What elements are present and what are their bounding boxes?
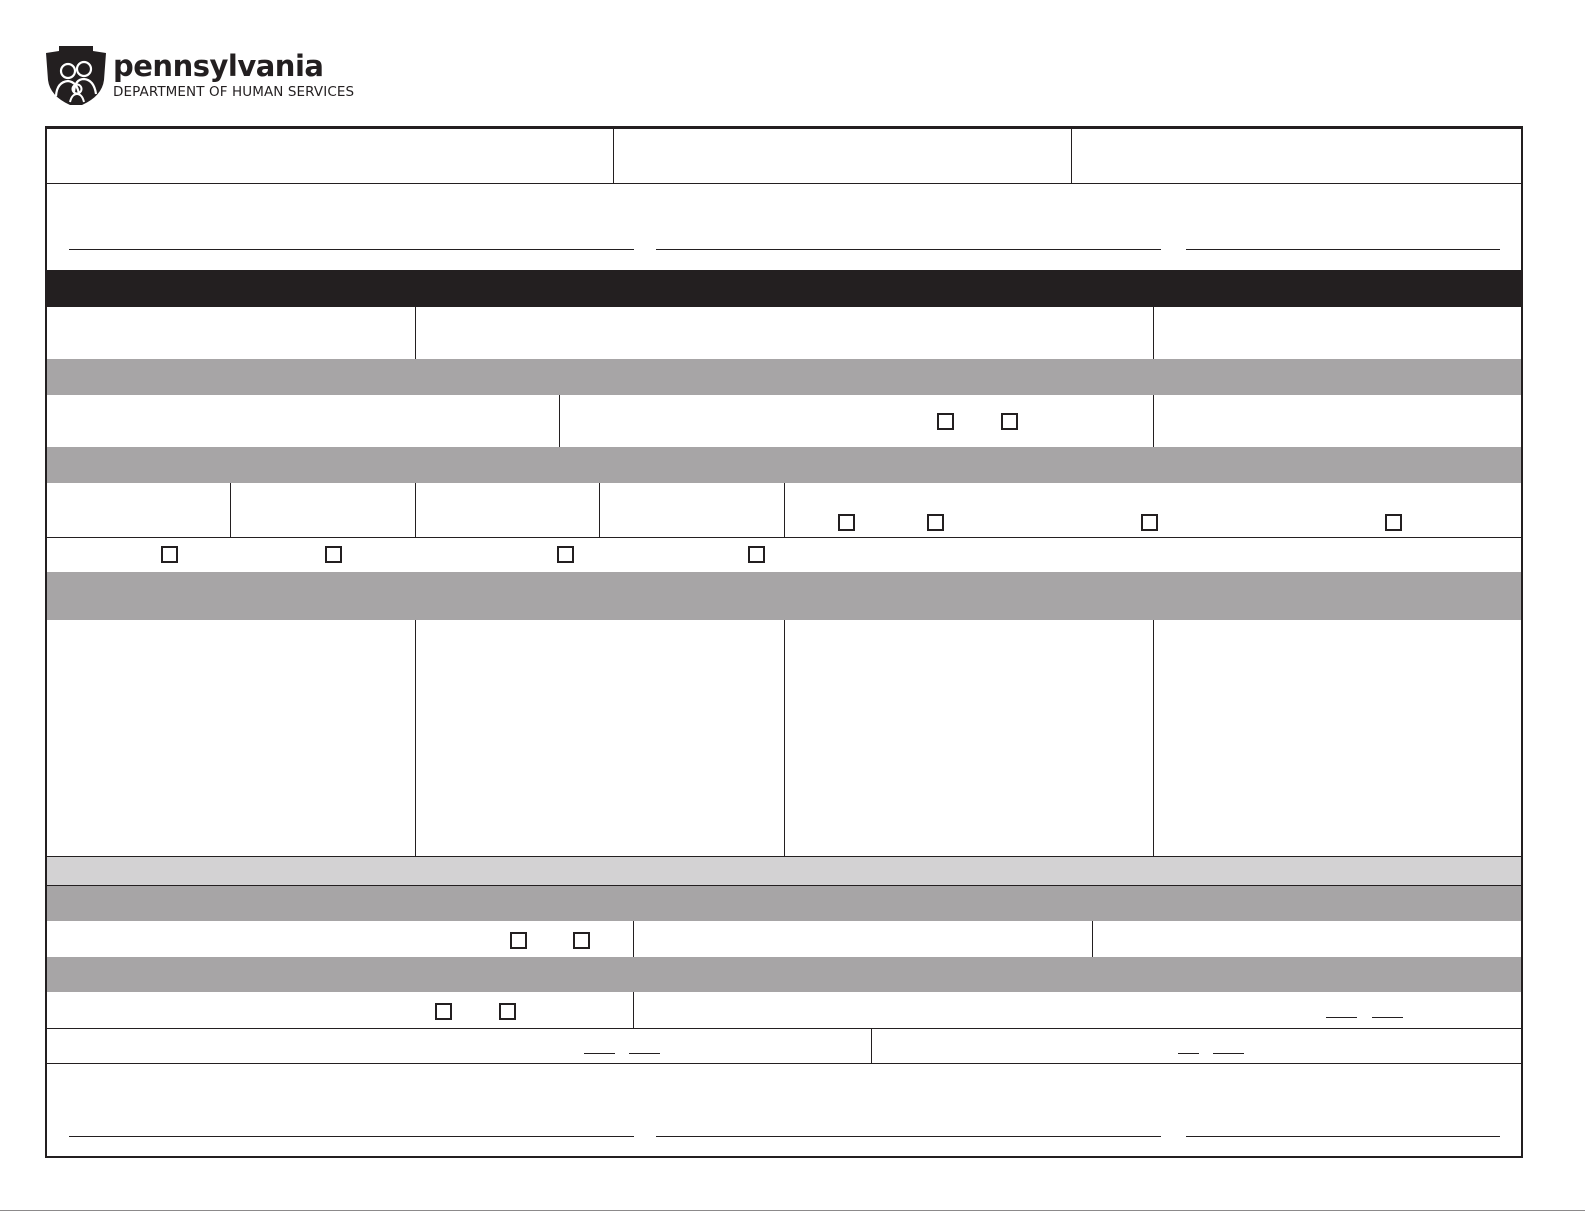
keystone-family-logo-icon xyxy=(44,44,108,106)
checkbox-row-5b[interactable] xyxy=(325,546,342,563)
signature-line-2[interactable] xyxy=(656,249,1161,250)
text-area-1[interactable] xyxy=(47,620,415,856)
checkbox-row-5a[interactable] xyxy=(161,546,178,563)
brand-name: pennsylvania xyxy=(113,49,324,83)
header-field-1[interactable] xyxy=(47,129,613,183)
footer-rule xyxy=(0,1210,1585,1211)
section-header-gray-2 xyxy=(47,447,1521,483)
text-area-2[interactable] xyxy=(416,620,784,856)
field-row9-2[interactable] xyxy=(634,992,1521,1028)
checkbox-row-9a[interactable] xyxy=(435,1003,452,1020)
date-blank-row10-b xyxy=(629,1053,660,1054)
checkbox-row-3a[interactable] xyxy=(937,413,954,430)
signature-line-3[interactable] xyxy=(1186,249,1500,250)
field-row3-1[interactable] xyxy=(47,307,415,359)
checkbox-row-8a[interactable] xyxy=(510,932,527,949)
section-band-light xyxy=(47,857,1521,885)
bottom-signature-line-3[interactable] xyxy=(1186,1136,1500,1137)
section-header-gray-5 xyxy=(47,957,1521,992)
section-header-gray-4 xyxy=(47,886,1521,921)
field-row5-3[interactable] xyxy=(416,483,599,537)
text-area-4[interactable] xyxy=(1154,620,1521,856)
field-row10-1[interactable] xyxy=(47,1028,871,1063)
date-blank-row9-a xyxy=(1326,1017,1357,1018)
checkbox-row-5c[interactable] xyxy=(557,546,574,563)
checkbox-row-4d[interactable] xyxy=(1385,514,1402,531)
field-row8-3[interactable] xyxy=(1093,921,1521,957)
checkbox-row-5d[interactable] xyxy=(748,546,765,563)
field-row5-4[interactable] xyxy=(600,483,784,537)
section-header-gray-1 xyxy=(47,359,1521,395)
department-name: DEPARTMENT OF HUMAN SERVICES xyxy=(113,84,355,100)
date-blank-row9-b xyxy=(1372,1017,1403,1018)
field-row10-2[interactable] xyxy=(872,1028,1521,1063)
row4-divider-1 xyxy=(559,395,560,447)
header-field-3[interactable] xyxy=(1072,129,1521,183)
field-row5-1[interactable] xyxy=(47,483,230,537)
signature-line-1[interactable] xyxy=(69,249,634,250)
bottom-signature-line-2[interactable] xyxy=(656,1136,1161,1137)
bottom-signature-line-1[interactable] xyxy=(69,1136,634,1137)
field-row4-3[interactable] xyxy=(1154,395,1521,447)
field-row8-2[interactable] xyxy=(634,921,1092,957)
field-row4-1[interactable] xyxy=(47,395,559,447)
row5-divider-4 xyxy=(784,483,785,537)
row-divider xyxy=(47,183,1521,184)
section-header-gray-3 xyxy=(47,572,1521,620)
checkbox-row-3b[interactable] xyxy=(1001,413,1018,430)
form-frame xyxy=(45,126,1523,1158)
field-row3-3[interactable] xyxy=(1154,307,1521,359)
checkbox-row-9b[interactable] xyxy=(499,1003,516,1020)
checkbox-row-4b[interactable] xyxy=(927,514,944,531)
row-divider xyxy=(47,1063,1521,1064)
section-header-dark xyxy=(47,270,1521,307)
date-blank-row10-c xyxy=(1178,1053,1199,1054)
row-divider xyxy=(47,537,1521,538)
field-row5-2[interactable] xyxy=(231,483,415,537)
date-blank-row10-d xyxy=(1213,1053,1244,1054)
field-row3-2[interactable] xyxy=(416,307,1153,359)
text-area-3[interactable] xyxy=(785,620,1153,856)
checkbox-row-4c[interactable] xyxy=(1141,514,1158,531)
header-field-2[interactable] xyxy=(614,129,1071,183)
date-blank-row10-a xyxy=(584,1053,615,1054)
checkbox-row-4a[interactable] xyxy=(838,514,855,531)
checkbox-row-8b[interactable] xyxy=(573,932,590,949)
